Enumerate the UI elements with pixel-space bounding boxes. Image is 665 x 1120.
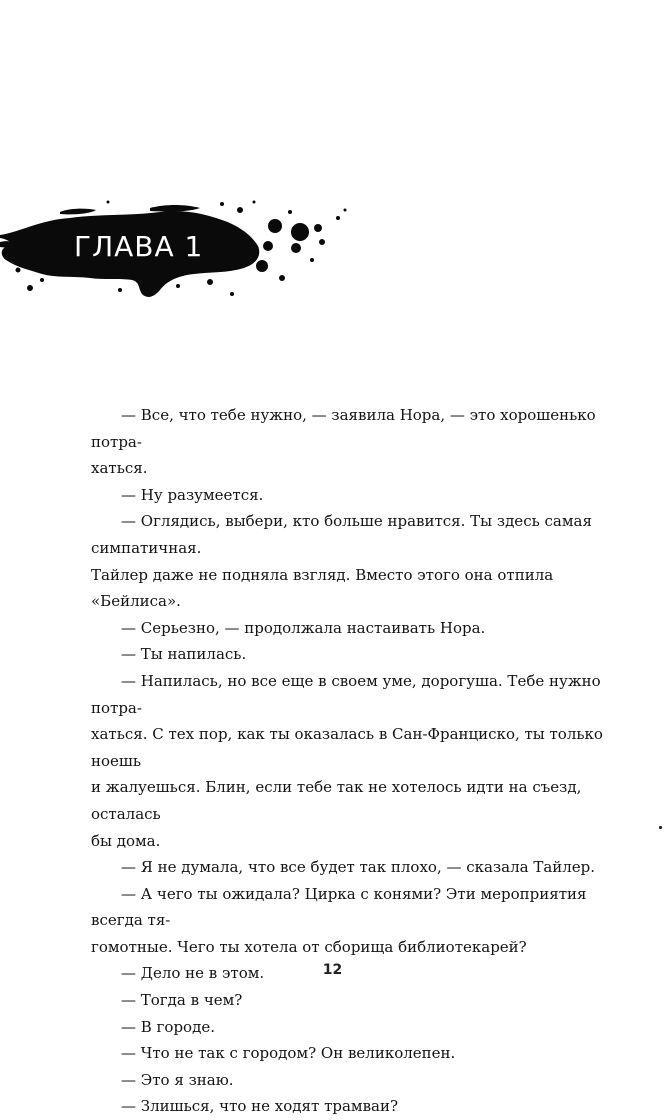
paragraph-first-line: — В городе. (121, 1017, 215, 1036)
chapter-title: ГЛАВА 1 (74, 230, 204, 263)
paragraph (91, 1014, 641, 1041)
paragraph-first-line: — Оглядись, выбери, кто больше нравится. Ты здесь самая симпатичная. (91, 512, 592, 557)
paragraph-first-line: — Я не думала, что все будет так плохо, — сказала Тайлер. (121, 858, 596, 877)
paragraph-line: бы дома. (91, 831, 161, 850)
paragraph (91, 987, 641, 1014)
page-number: 12 (322, 962, 343, 978)
paragraph (91, 615, 641, 642)
paragraph (91, 1067, 641, 1094)
paragraph-first-line: — Ты напилась. (121, 645, 247, 664)
paragraph-first-line: — А чего ты ожидала? Цирка с конями? Эти мероприятия всегда тя- (91, 884, 587, 930)
body-text (91, 402, 641, 1120)
paragraph (91, 668, 641, 854)
paragraph-first-line: — Тогда в чем? (121, 991, 243, 1010)
paragraph (91, 881, 641, 961)
paragraph (91, 1093, 641, 1120)
paragraph-line: хаться. С тех пор, как ты оказалась в Сан-Франциско, ты только ноешь (91, 725, 603, 770)
paragraph-first-line: — Дело не в этом. (121, 964, 265, 983)
paragraph (91, 482, 641, 509)
paragraph (91, 508, 641, 614)
margin-speck (659, 826, 662, 829)
paragraph-first-line: — Это я знаю. (121, 1070, 234, 1089)
paragraph (91, 1040, 641, 1067)
paragraph-line: и жалуешься. Блин, если тебе так не хотелось идти на съезд, осталась (91, 778, 582, 823)
paragraph (91, 641, 641, 668)
paragraph (91, 402, 641, 482)
paragraph-first-line: — Злишься, что не ходят трамваи? (121, 1097, 399, 1116)
paragraph-first-line: — Напилась, но все еще в своем уме, дорогуша. Тебе нужно потра- (91, 671, 601, 717)
paragraph-first-line: — Серьезно, — продолжала настаивать Нора. (121, 618, 486, 637)
paragraph-first-line: — Ну разумеется. (121, 485, 264, 504)
paragraph-line: Тайлер даже не подняла взгляд. Вместо этого она отпила «Бейлиса». (91, 565, 554, 611)
paragraph-line: гомотные. Чего ты хотела от сборища библиотекарей? (91, 937, 527, 956)
paragraph-first-line: — Все, что тебе нужно, — заявила Нора, — это хорошенько потра- (91, 406, 596, 451)
paragraph (91, 854, 641, 881)
paragraph-line: хаться. (91, 459, 148, 478)
paragraph-first-line: — Что не так с городом? Он великолепен. (121, 1044, 456, 1063)
